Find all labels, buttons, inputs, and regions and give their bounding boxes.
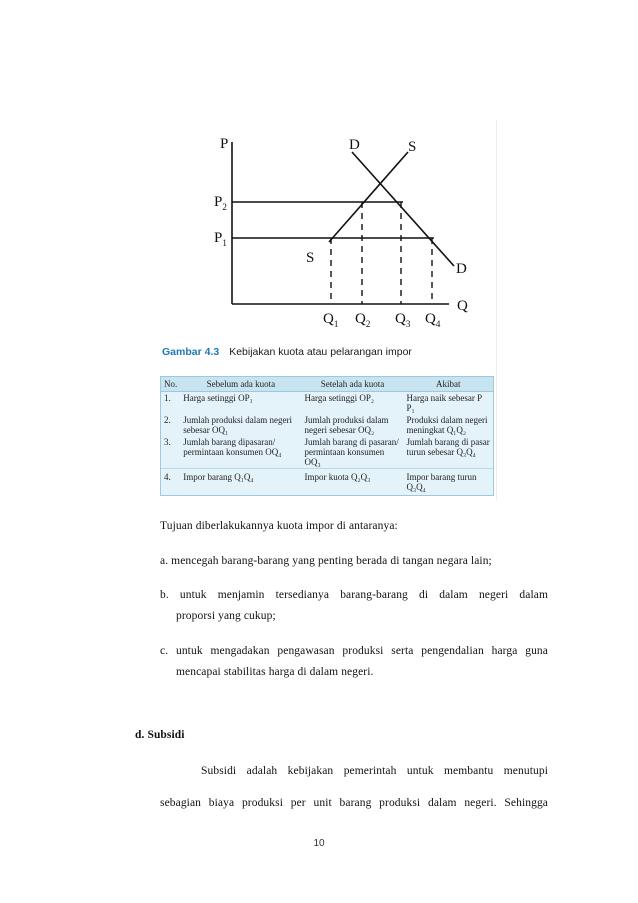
- axis-label-q: Q: [457, 298, 468, 314]
- list-item-c-line2: mencapai stabilitas harga di dalam negeri.: [176, 666, 374, 678]
- list-item-a: a. mencegah barang-barang yang penting berada di tangan negara lain;: [160, 555, 492, 567]
- cell-before: Jumlah produksi dalam negeri sebesar OQ₁: [183, 415, 292, 435]
- list-item-b-line1: b. untuk menjamin tersedianya barang-barang di dalam negeri dalam: [160, 589, 548, 601]
- table-row: [161, 414, 493, 436]
- table-row: [161, 436, 493, 469]
- axis-label-p: P: [220, 136, 229, 152]
- table-row: [161, 469, 493, 494]
- quota-graph: [156, 120, 496, 345]
- cell-after: Jumlah barang di pasaran/ permintaan konsumen OQ₃: [304, 437, 399, 467]
- caption-text: Kebijakan kuota atau pelarangan impor: [229, 346, 412, 358]
- cell-no: 2.: [164, 415, 171, 425]
- list-item-b-line2: proporsi yang cukup;: [176, 610, 276, 622]
- cell-effect: Jumlah barang di pasar turun sebesar Q₃Q₄: [406, 437, 490, 457]
- section-heading-subsidi: d. Subsidi: [135, 729, 185, 741]
- quota-comparison-table: [160, 376, 494, 496]
- cell-effect: Impor barang turun Q₃Q₄: [404, 469, 493, 494]
- cell-after: Jumlah produksi dalam negeri sebesar OQ₂: [304, 415, 389, 435]
- cell-after: Harga setinggi OP₂: [304, 393, 374, 403]
- subsidi-line1: Subsidi adalah kebijakan pemerintah untuk membantu menutupi: [201, 765, 548, 777]
- header-before: Sebelum ada kuota: [180, 377, 301, 392]
- label-d-top: D: [349, 137, 360, 153]
- label-q4: $Q_4$: [425, 311, 441, 329]
- label-q3: $Q_3$: [395, 311, 411, 329]
- cell-no: 4.: [161, 469, 180, 494]
- cell-before: Impor barang Q₁Q₄: [180, 469, 301, 494]
- supply-curve: [329, 152, 408, 242]
- page-number: 10: [313, 838, 325, 849]
- cell-no: 3.: [164, 437, 171, 447]
- cell-before: Harga setinggi OP₁: [183, 393, 253, 403]
- cell-before: Jumlah barang dipasaran/ permintaan konsumen OQ₄: [183, 437, 282, 457]
- label-q2: $Q_2$: [355, 311, 371, 329]
- header-no: No.: [161, 377, 180, 392]
- cell-effect: Harga naik sebesar P P₁: [406, 393, 482, 413]
- subsidi-line2: sebagian biaya produksi per unit barang produksi dalam negeri. Sehingga: [160, 797, 548, 809]
- demand-curve: [352, 152, 454, 266]
- label-p1: $P_1$: [214, 230, 227, 248]
- cell-effect: Produksi dalam negeri meningkat Q₁Q₂: [406, 415, 488, 435]
- figure-caption: [162, 346, 412, 358]
- table-header-row: [161, 377, 493, 392]
- label-p2: $P_2$: [214, 194, 227, 212]
- header-after: Setelah ada kuota: [302, 377, 404, 392]
- list-item-c-line1: c. untuk mengadakan pengawasan produksi serta pengendalian harga guna: [160, 645, 548, 657]
- table-row: [161, 392, 493, 415]
- header-effect: Akibat: [404, 377, 493, 392]
- cell-no: 1.: [164, 393, 171, 403]
- cell-after: Impor kuota Q₂Q₃: [302, 469, 404, 494]
- intro-paragraph: Tujuan diberlakukannya kuota impor di antaranya:: [160, 520, 398, 532]
- label-q1: $Q_1$: [323, 311, 339, 329]
- label-s-bottom: S: [306, 250, 315, 266]
- label-s-top: S: [408, 139, 417, 155]
- caption-label: Gambar 4.3: [162, 346, 220, 358]
- label-d-bottom: D: [456, 261, 467, 277]
